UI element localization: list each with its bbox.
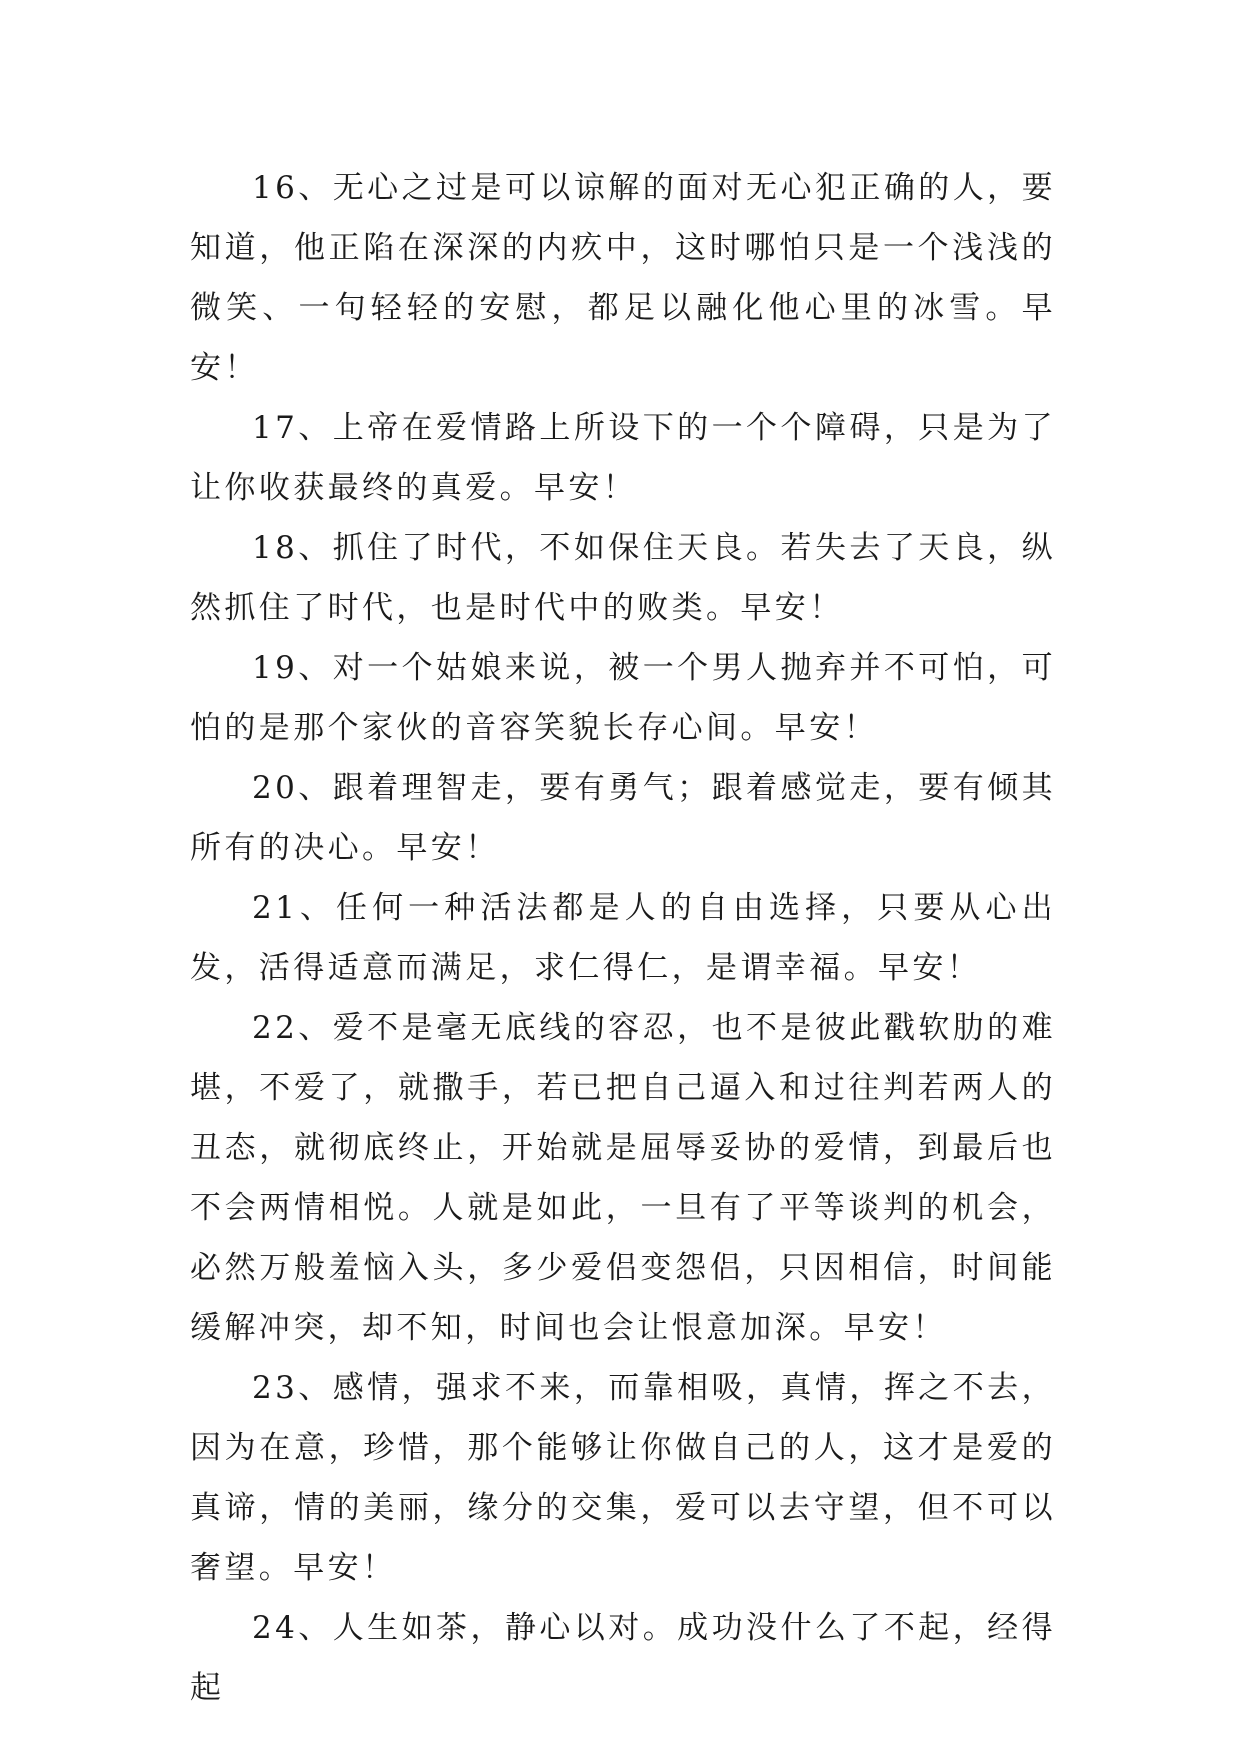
paragraph-16: 16、无心之过是可以谅解的面对无心犯正确的人，要知道，他正陷在深深的内疚中，这时哪怕只是一个浅浅的微笑、一句轻轻的安慰，都足以融化他心里的冰雪。早安！ — [190, 170, 1056, 386]
paragraph-23: 23、感情，强求不来，而靠相吸，真情，挥之不去，因为在意，珍惜，那个能够让你做自己的人，这才是爱的真谛，情的美丽，缘分的交集，爱可以去守望，但不可以奢望。早安！ — [190, 1370, 1056, 1586]
document-body — [190, 158, 1056, 1718]
paragraph-20: 20、跟着理智走，要有勇气；跟着感觉走，要有倾其所有的决心。早安！ — [190, 770, 1056, 866]
paragraph-17: 17、上帝在爱情路上所设下的一个个障碍，只是为了让你收获最终的真爱。早安！ — [190, 410, 1056, 506]
paragraph-22: 22、爱不是毫无底线的容忍，也不是彼此戳软肋的难堪，不爱了，就撒手，若已把自己逼入和过往判若两人的丑态，就彻底终止，开始就是屈辱妥协的爱情，到最后也不会两情相悦。人就是如此，一旦有了平等谈判的机会，必然万般羞恼入头，多少爱侣变怨侣，只因相信，时间能缓解冲突，却不知，时间也会让恨意加深。早安！ — [190, 1010, 1056, 1346]
paragraph-19: 19、对一个姑娘来说，被一个男人抛弃并不可怕，可怕的是那个家伙的音容笑貌长存心间。早安！ — [190, 650, 1056, 746]
paragraph-18: 18、抓住了时代，不如保住天良。若失去了天良，纵然抓住了时代，也是时代中的败类。早安！ — [190, 530, 1056, 626]
paragraph-24: 24、人生如茶，静心以对。成功没什么了不起，经得起 — [190, 1610, 1056, 1706]
paragraph-21: 21、任何一种活法都是人的自由选择，只要从心出发，活得适意而满足，求仁得仁，是谓幸福。早安！ — [190, 890, 1056, 986]
